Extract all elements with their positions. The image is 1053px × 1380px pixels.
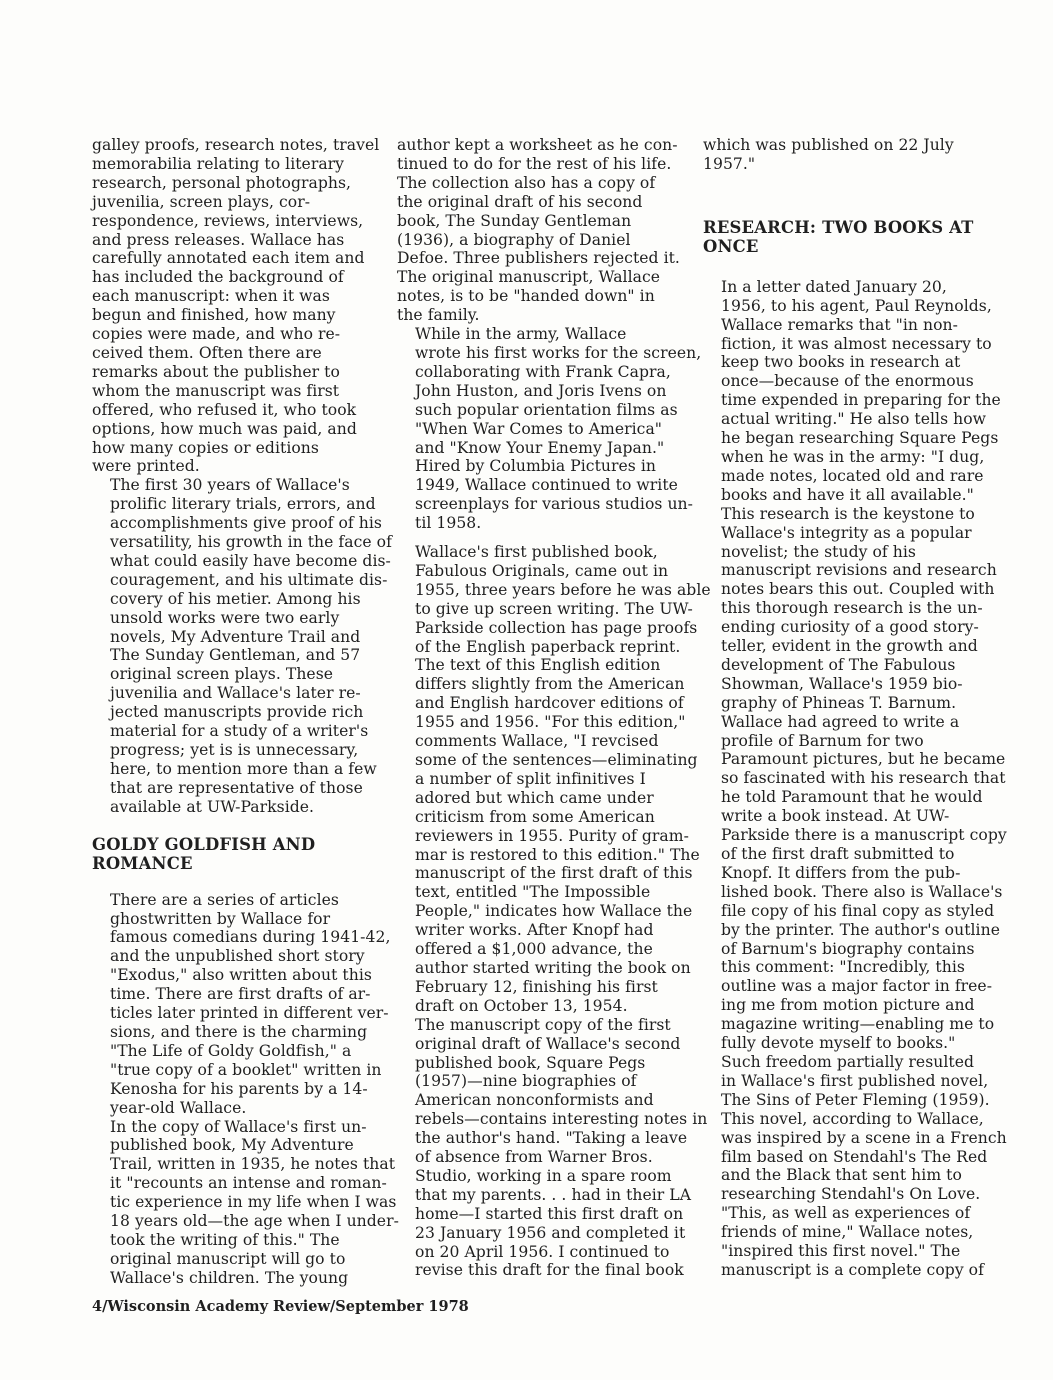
text-line: Wallace's first published book, [415, 543, 658, 562]
text-line: 23 January 1956 and completed it [415, 1223, 686, 1242]
text-line: "Exodus," also written about this [110, 966, 372, 985]
text-line: remarks about the publisher to [92, 362, 340, 381]
text-line: (1957)—nine biographies of [415, 1072, 637, 1091]
text-line: "When War Comes to America" [415, 419, 663, 438]
text-line: graphy of Phineas T. Barnum. [721, 693, 957, 712]
text-line: published book, Square Pegs [415, 1053, 646, 1072]
text-line: ing me from motion picture and [721, 996, 975, 1015]
text-line: jected manuscripts provide rich [110, 703, 364, 722]
text-line: comments Wallace, "I revcised [415, 732, 659, 751]
text-line: notes bears this out. Coupled with [721, 580, 995, 599]
text-line: adored but which came under [415, 788, 654, 807]
text-line: and press releases. Wallace has [92, 230, 345, 249]
text-line: time expended in preparing for the [721, 391, 1001, 410]
text-line: respondence, reviews, interviews, [92, 211, 364, 230]
text-line: of the first draft submitted to [721, 845, 955, 863]
text-line: The Sins of Peter Fleming (1959). [721, 1090, 990, 1109]
text-line: keep two books in research at [721, 353, 961, 372]
text-line: options, how much was paid, and [92, 419, 357, 438]
text-line: Defoe. Three publishers rejected it. [397, 249, 680, 268]
text-line: development of The Fabulous [721, 655, 956, 674]
text-line: "The Life of Goldy Goldfish," a [110, 1041, 352, 1060]
text-line: The original manuscript, Wallace [397, 268, 661, 287]
text-line: year-old Wallace. [110, 1098, 247, 1117]
text-line: it "recounts an intense and roman- [110, 1174, 387, 1193]
text-line: galley proofs, research notes, travel [92, 136, 380, 154]
text-line: write a book instead. At UW- [721, 807, 950, 826]
text-line: prolific literary trials, errors, and [110, 495, 376, 514]
text-line: has included the background of [92, 268, 344, 287]
text-line: file copy of his final copy as styled [721, 901, 995, 920]
paragraph [397, 136, 680, 325]
text-line: and English hardcover editions of [415, 694, 684, 713]
text-line: once—because of the enormous [721, 372, 974, 391]
text-line: rebels—contains interesting notes in [415, 1110, 708, 1129]
text-line: each manuscript: when it was [92, 287, 330, 306]
paragraph [397, 543, 711, 1016]
text-line: wrote his first works for the screen, [415, 343, 702, 362]
text-line: versatility, his growth in the face of [110, 533, 392, 552]
text-line: this comment: "Incredibly, this [721, 958, 965, 977]
text-line: author kept a worksheet as he con- [397, 136, 678, 154]
text-line: couragement, and his ultimate dis- [110, 570, 388, 589]
text-line: how many copies or editions [92, 438, 319, 457]
text-line: in Wallace's first published novel, [721, 1071, 989, 1090]
text-line: so fascinated with his research that [721, 769, 1006, 788]
text-line: manuscript revisions and research [721, 561, 997, 580]
text-line: 1957." [703, 154, 756, 173]
text-line: film based on Stendahl's The Red [721, 1147, 988, 1166]
text-line: In a letter dated January 20, [721, 277, 947, 296]
text-line: what could easily have become dis- [110, 551, 391, 570]
text-line: of absence from Warner Bros. [415, 1148, 653, 1167]
text-line: fiction, it was almost necessary to [721, 334, 992, 353]
text-line: The collection also has a copy of [397, 173, 656, 192]
paragraph [92, 1117, 399, 1288]
text-line: "This, as well as experiences of [721, 1204, 971, 1223]
text-line: Fabulous Originals, came out in [415, 561, 669, 580]
text-line: Showman, Wallace's 1959 bio- [721, 674, 963, 693]
text-line: RESEARCH: TWO BOOKS AT [703, 217, 974, 237]
text-line: made notes, located old and rare [721, 466, 984, 485]
text-line: that are representative of those [110, 778, 363, 797]
text-line: 1956, to his agent, Paul Reynolds, [721, 296, 992, 315]
text-line: ONCE [703, 236, 759, 256]
text-line: mar is restored to this edition." The [415, 845, 700, 864]
paragraph [92, 136, 380, 476]
text-line: Parkside collection has page proofs [415, 618, 698, 637]
text-line: lished book. There also is Wallace's [721, 882, 1003, 901]
text-line: draft on October 13, 1954. [415, 996, 628, 1015]
text-line: were printed. [92, 457, 200, 476]
text-line: ROMANCE [92, 853, 193, 873]
text-line: fully devote myself to books." [721, 1034, 956, 1053]
text-line: offered, who refused it, who took [92, 400, 357, 419]
text-line: text, entitled "The Impossible [415, 883, 651, 902]
text-line: original manuscript will go to [110, 1249, 346, 1268]
text-line: ending curiosity of a good story- [721, 618, 979, 637]
text-line: Wallace remarks that "in non- [721, 315, 958, 334]
text-line: which was published on 22 July [703, 136, 954, 154]
section-heading [92, 835, 370, 873]
text-line: Studio, working in a spare room [415, 1166, 672, 1185]
text-line: 1955, three years before he was able [415, 580, 711, 599]
text-line: accomplishments give proof of his [110, 514, 382, 533]
text-line: Wallace's integrity as a popular [721, 523, 972, 542]
text-line: a number of split infinitives I [415, 769, 646, 788]
text-line: The manuscript copy of the first [415, 1015, 671, 1034]
text-line: was inspired by a scene in a French [721, 1128, 1007, 1147]
text-line: available at UW-Parkside. [110, 797, 315, 816]
text-line: Trail, written in 1935, he notes that [110, 1155, 396, 1174]
text-line: GOLDY GOLDFISH AND [92, 834, 316, 854]
text-line: he began researching Square Pegs [721, 429, 999, 448]
text-line: book, The Sunday Gentleman [397, 211, 632, 230]
text-line: "inspired this first novel." The [721, 1242, 961, 1261]
text-line: books and have it all available." [721, 485, 974, 504]
text-line: that my parents. . . had in their LA [415, 1185, 692, 1204]
text-line: This novel, according to Wallace, [721, 1109, 984, 1128]
text-line: to give up screen writing. The UW- [415, 599, 693, 618]
text-line: took the writing of this." The [110, 1230, 340, 1249]
text-line: "true copy of a booklet" written in [110, 1060, 382, 1079]
text-line: of Barnum's biography contains [721, 939, 975, 958]
text-line: research, personal photographs, [92, 173, 352, 192]
text-line: original screen plays. These [110, 665, 334, 684]
paragraph [92, 890, 391, 1118]
text-line: The text of this English edition [415, 656, 661, 675]
text-line: Hired by Columbia Pictures in [415, 457, 656, 476]
text-line: tic experience in my life when I was [110, 1193, 397, 1212]
text-line: researching Stendahl's On Love. [721, 1185, 981, 1204]
text-line: criticism from some American [415, 807, 655, 826]
text-line: John Huston, and Joris Ivens on [415, 381, 667, 400]
text-line: memorabilia relating to literary [92, 154, 345, 173]
text-line: Parkside there is a manuscript copy [721, 826, 1007, 845]
text-line: Paramount pictures, but he became [721, 750, 1006, 769]
text-line: til 1958. [415, 514, 482, 533]
paragraph [703, 712, 1007, 1053]
text-line: (1936), a biography of Daniel [397, 230, 631, 249]
text-line: collaborating with Frank Capra, [415, 362, 671, 381]
text-line: carefully annotated each item and [92, 249, 365, 268]
text-line: novelist; the study of his [721, 542, 916, 561]
text-line: the family. [397, 306, 480, 325]
text-line: Wallace's children. The young [110, 1268, 349, 1287]
text-line: such popular orientation films as [415, 400, 678, 419]
text-line: manuscript is a complete copy of [721, 1260, 984, 1279]
text-line: ticles later printed in different ver- [110, 1004, 389, 1023]
paragraph [397, 1015, 708, 1281]
text-line: manuscript of the first draft of this [415, 864, 693, 883]
text-column-3 [703, 136, 1007, 1280]
text-line: revise this draft for the final book [415, 1261, 684, 1280]
text-line: published book, My Adventure [110, 1136, 354, 1155]
paragraph [397, 325, 702, 533]
text-line: author started writing the book on [415, 958, 691, 977]
text-line: This research is the keystone to [721, 504, 975, 523]
text-line: People," indicates how Wallace the [415, 902, 693, 921]
text-line: here, to mention more than a few [110, 759, 377, 778]
text-line: material for a study of a writer's [110, 722, 369, 741]
text-line: offered a $1,000 advance, the [415, 940, 653, 959]
text-line: the original draft of his second [397, 192, 643, 211]
text-line: In the copy of Wallace's first un- [110, 1117, 367, 1136]
text-line: whom the manuscript was first [92, 381, 340, 400]
paragraph [703, 136, 983, 174]
text-line: There are a series of articles [110, 890, 339, 909]
text-column-2 [397, 136, 711, 1280]
text-line: and the unpublished short story [110, 947, 365, 966]
text-line: friends of mine," Wallace notes, [721, 1223, 974, 1242]
page-footer: 4/Wisconsin Academy Review/September 1978 [92, 1298, 469, 1315]
text-column-1 [92, 136, 399, 1288]
text-line: 18 years old—the age when I under- [110, 1212, 399, 1231]
text-line: the author's hand. "Taking a leave [415, 1129, 688, 1148]
text-line: notes, is to be "handed down" in [397, 287, 655, 306]
text-line: and the Black that sent him to [721, 1166, 962, 1185]
text-line: begun and finished, how many [92, 306, 336, 325]
text-line: actual writing." He also tells how [721, 410, 987, 429]
text-line: teller, evident in the growth and [721, 637, 978, 656]
text-line: February 12, finishing his first [415, 977, 658, 996]
text-line: this thorough research is the un- [721, 599, 983, 618]
text-line: reviewers in 1955. Purity of gram- [415, 826, 689, 845]
text-line: of the English paperback reprint. [415, 637, 681, 656]
text-line: ceived them. Often there are [92, 343, 322, 362]
text-line: Knopf. It differs from the pub- [721, 863, 961, 882]
text-line: sions, and there is the charming [110, 1022, 368, 1041]
text-line: covery of his metier. Among his [110, 589, 361, 608]
text-line: progress; yet is is unnecessary, [110, 741, 359, 759]
text-line: time. There are first drafts of ar- [110, 985, 371, 1004]
text-line: The Sunday Gentleman, and 57 [110, 646, 361, 665]
text-line: he told Paramount that he would [721, 788, 983, 807]
section-heading [703, 218, 983, 256]
text-line: famous comedians during 1941-42, [110, 928, 391, 947]
paragraph [92, 476, 392, 816]
text-line: While in the army, Wallace [415, 325, 627, 344]
text-line: Kenosha for his parents by a 14- [110, 1079, 368, 1098]
text-line: differs slightly from the American [415, 675, 685, 694]
text-line: outline was a major factor in free- [721, 977, 993, 996]
paragraph [703, 1052, 1007, 1280]
text-line: some of the sentences—eliminating [415, 751, 698, 769]
text-line: profile of Barnum for two [721, 731, 924, 750]
text-line: on 20 April 1956. I continued to [415, 1242, 670, 1261]
text-line: and "Know Your Enemy Japan." [415, 438, 665, 457]
text-line: by the printer. The author's outline [721, 920, 1000, 939]
text-line: unsold works were two early [110, 608, 340, 627]
text-line: when he was in the army: "I dug, [721, 447, 985, 466]
text-line: original draft of Wallace's second [415, 1034, 681, 1053]
text-line: Wallace had agreed to write a [721, 712, 960, 731]
text-line: magazine writing—enabling me to [721, 1015, 995, 1034]
text-line: novels, My Adventure Trail and [110, 627, 361, 646]
text-line: 1955 and 1956. "For this edition," [415, 713, 686, 732]
text-line: juvenilia and Wallace's later re- [110, 684, 361, 703]
text-line: Such freedom partially resulted [721, 1052, 975, 1071]
text-line: home—I started this first draft on [415, 1204, 684, 1223]
text-line: The first 30 years of Wallace's [110, 476, 350, 495]
text-line: tinued to do for the rest of his life. [397, 154, 672, 173]
text-line: ghostwritten by Wallace for [110, 909, 331, 928]
text-line: juvenilia, screen plays, cor- [92, 192, 311, 211]
text-line: American nonconformists and [415, 1091, 654, 1110]
text-line: writer works. After Knopf had [415, 921, 654, 940]
text-line: 1949, Wallace continued to write [415, 476, 678, 495]
text-line: screenplays for various studios un- [415, 495, 693, 514]
paragraph [703, 277, 1001, 713]
text-line: copies were made, and who re- [92, 325, 341, 344]
